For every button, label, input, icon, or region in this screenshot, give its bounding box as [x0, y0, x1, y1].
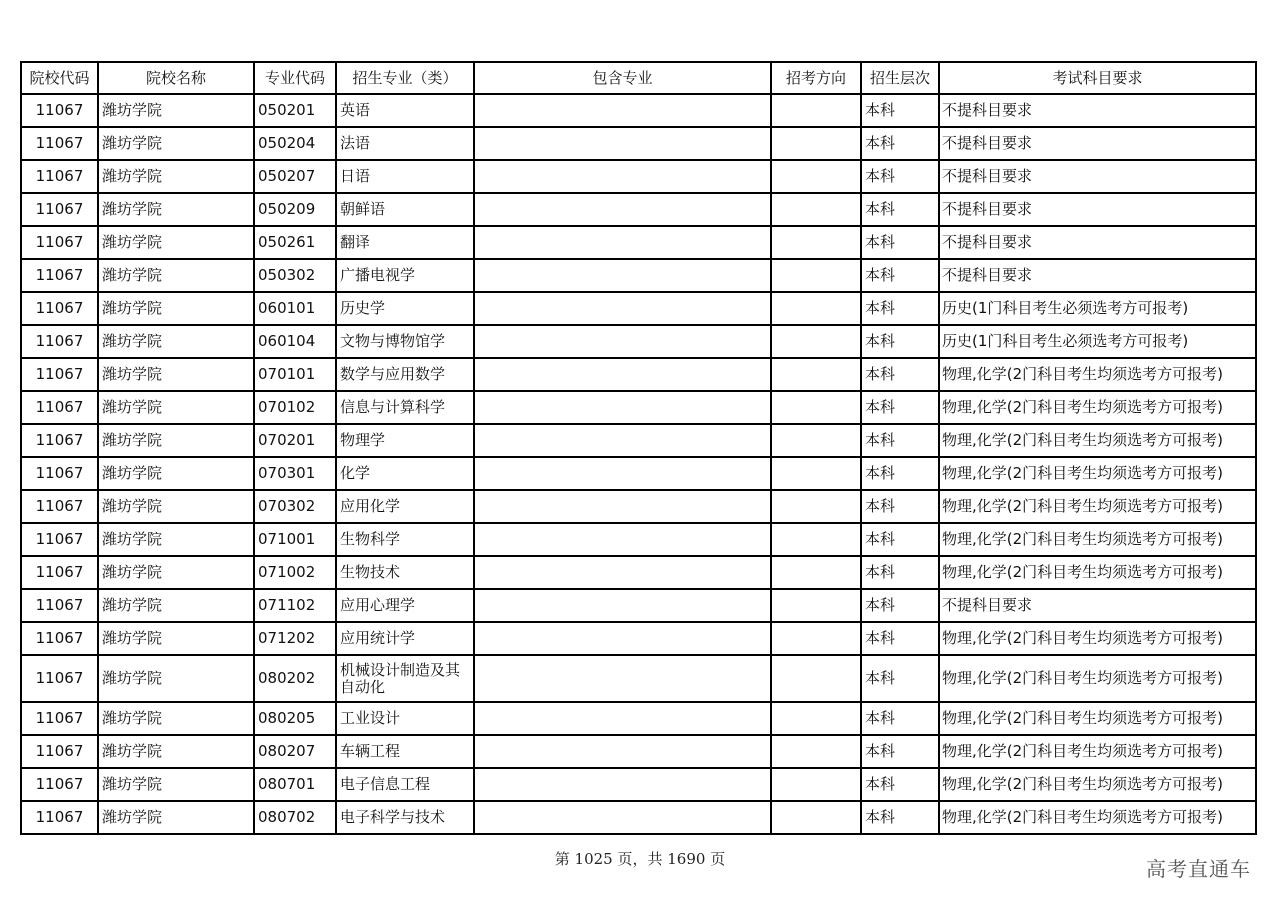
cell-level: 本科	[861, 655, 939, 702]
cell-major-code: 060104	[254, 325, 336, 358]
cell-level: 本科	[861, 94, 939, 127]
cell-major: 应用化学	[336, 490, 474, 523]
cell-contains	[474, 292, 771, 325]
cell-major: 电子信息工程	[336, 768, 474, 801]
cell-school-name: 潍坊学院	[98, 391, 254, 424]
cell-requirement: 历史(1门科目考生必须选考方可报考)	[939, 325, 1256, 358]
cell-major: 朝鲜语	[336, 193, 474, 226]
table-header-row	[21, 62, 1256, 94]
cell-requirement: 不提科目要求	[939, 226, 1256, 259]
cell-direction	[771, 523, 861, 556]
cell-direction	[771, 193, 861, 226]
cell-school-code: 11067	[21, 127, 98, 160]
cell-requirement: 不提科目要求	[939, 589, 1256, 622]
cell-requirement: 物理,化学(2门科目考生均须选考方可报考)	[939, 424, 1256, 457]
cell-school-name: 潍坊学院	[98, 358, 254, 391]
cell-contains	[474, 94, 771, 127]
cell-school-code: 11067	[21, 391, 98, 424]
header-contains: 包含专业	[474, 62, 771, 94]
cell-contains	[474, 801, 771, 834]
cell-requirement: 物理,化学(2门科目考生均须选考方可报考)	[939, 622, 1256, 655]
cell-requirement: 不提科目要求	[939, 193, 1256, 226]
cell-direction	[771, 424, 861, 457]
table-row	[21, 127, 1256, 160]
cell-major: 法语	[336, 127, 474, 160]
cell-requirement: 物理,化学(2门科目考生均须选考方可报考)	[939, 490, 1256, 523]
cell-school-code: 11067	[21, 523, 98, 556]
cell-school-name: 潍坊学院	[98, 94, 254, 127]
table-row	[21, 655, 1256, 702]
cell-school-name: 潍坊学院	[98, 655, 254, 702]
cell-major-code: 080205	[254, 702, 336, 735]
cell-contains	[474, 556, 771, 589]
cell-major-code: 071102	[254, 589, 336, 622]
cell-major-code: 050201	[254, 94, 336, 127]
cell-direction	[771, 391, 861, 424]
cell-contains	[474, 358, 771, 391]
cell-major-code: 050261	[254, 226, 336, 259]
cell-school-name: 潍坊学院	[98, 622, 254, 655]
cell-direction	[771, 768, 861, 801]
cell-school-code: 11067	[21, 193, 98, 226]
cell-major-code: 050209	[254, 193, 336, 226]
cell-major: 车辆工程	[336, 735, 474, 768]
cell-major-code: 080207	[254, 735, 336, 768]
cell-level: 本科	[861, 127, 939, 160]
cell-contains	[474, 622, 771, 655]
table-body	[21, 94, 1256, 834]
cell-contains	[474, 424, 771, 457]
admissions-table	[20, 61, 1257, 835]
cell-contains	[474, 523, 771, 556]
cell-school-code: 11067	[21, 94, 98, 127]
cell-contains	[474, 193, 771, 226]
cell-level: 本科	[861, 768, 939, 801]
cell-school-name: 潍坊学院	[98, 768, 254, 801]
cell-major-code: 080701	[254, 768, 336, 801]
cell-contains	[474, 325, 771, 358]
cell-major: 日语	[336, 160, 474, 193]
cell-school-name: 潍坊学院	[98, 457, 254, 490]
cell-requirement: 物理,化学(2门科目考生均须选考方可报考)	[939, 801, 1256, 834]
cell-level: 本科	[861, 589, 939, 622]
cell-direction	[771, 655, 861, 702]
cell-major-code: 071001	[254, 523, 336, 556]
cell-contains	[474, 160, 771, 193]
table-row	[21, 556, 1256, 589]
cell-level: 本科	[861, 325, 939, 358]
cell-level: 本科	[861, 226, 939, 259]
cell-school-code: 11067	[21, 556, 98, 589]
cell-level: 本科	[861, 523, 939, 556]
header-requirement: 考试科目要求	[939, 62, 1256, 94]
cell-contains	[474, 735, 771, 768]
table-row	[21, 358, 1256, 391]
cell-school-code: 11067	[21, 457, 98, 490]
cell-major-code: 070102	[254, 391, 336, 424]
cell-level: 本科	[861, 424, 939, 457]
cell-level: 本科	[861, 193, 939, 226]
cell-major: 广播电视学	[336, 259, 474, 292]
cell-major: 数学与应用数学	[336, 358, 474, 391]
cell-major: 历史学	[336, 292, 474, 325]
cell-major: 应用心理学	[336, 589, 474, 622]
cell-contains	[474, 490, 771, 523]
header-school-code: 院校代码	[21, 62, 98, 94]
watermark-text: 高考直通车	[1146, 857, 1251, 881]
cell-level: 本科	[861, 391, 939, 424]
cell-level: 本科	[861, 735, 939, 768]
table-row	[21, 226, 1256, 259]
cell-major: 信息与计算科学	[336, 391, 474, 424]
cell-school-code: 11067	[21, 655, 98, 702]
cell-school-code: 11067	[21, 292, 98, 325]
cell-direction	[771, 259, 861, 292]
cell-school-code: 11067	[21, 490, 98, 523]
table-row	[21, 490, 1256, 523]
table-row	[21, 801, 1256, 834]
cell-requirement: 物理,化学(2门科目考生均须选考方可报考)	[939, 768, 1256, 801]
cell-major: 生物科学	[336, 523, 474, 556]
cell-major: 工业设计	[336, 702, 474, 735]
table-row	[21, 193, 1256, 226]
cell-level: 本科	[861, 622, 939, 655]
cell-direction	[771, 94, 861, 127]
table-row	[21, 424, 1256, 457]
cell-contains	[474, 259, 771, 292]
cell-requirement: 物理,化学(2门科目考生均须选考方可报考)	[939, 358, 1256, 391]
cell-major-code: 080202	[254, 655, 336, 702]
cell-direction	[771, 589, 861, 622]
cell-school-name: 潍坊学院	[98, 160, 254, 193]
page-number: 第 1025 页，共 1690 页	[554, 850, 726, 868]
cell-major-code: 070301	[254, 457, 336, 490]
table-row	[21, 768, 1256, 801]
cell-major: 电子科学与技术	[336, 801, 474, 834]
cell-requirement: 物理,化学(2门科目考生均须选考方可报考)	[939, 523, 1256, 556]
table-row	[21, 292, 1256, 325]
cell-direction	[771, 457, 861, 490]
cell-contains	[474, 702, 771, 735]
cell-major-code: 050204	[254, 127, 336, 160]
cell-school-name: 潍坊学院	[98, 193, 254, 226]
cell-school-code: 11067	[21, 226, 98, 259]
header-level: 招生层次	[861, 62, 939, 94]
cell-contains	[474, 127, 771, 160]
cell-major: 应用统计学	[336, 622, 474, 655]
cell-school-code: 11067	[21, 358, 98, 391]
cell-level: 本科	[861, 490, 939, 523]
cell-school-code: 11067	[21, 801, 98, 834]
cell-school-code: 11067	[21, 160, 98, 193]
table-row	[21, 457, 1256, 490]
cell-requirement: 物理,化学(2门科目考生均须选考方可报考)	[939, 735, 1256, 768]
header-major-code: 专业代码	[254, 62, 336, 94]
cell-major-code: 070201	[254, 424, 336, 457]
cell-school-name: 潍坊学院	[98, 490, 254, 523]
cell-school-name: 潍坊学院	[98, 424, 254, 457]
cell-contains	[474, 655, 771, 702]
header-direction: 招考方向	[771, 62, 861, 94]
cell-major: 英语	[336, 94, 474, 127]
cell-school-code: 11067	[21, 735, 98, 768]
cell-direction	[771, 622, 861, 655]
cell-level: 本科	[861, 457, 939, 490]
cell-contains	[474, 226, 771, 259]
cell-level: 本科	[861, 556, 939, 589]
cell-direction	[771, 292, 861, 325]
cell-school-name: 潍坊学院	[98, 127, 254, 160]
cell-major: 物理学	[336, 424, 474, 457]
table-row	[21, 523, 1256, 556]
cell-direction	[771, 702, 861, 735]
cell-school-code: 11067	[21, 424, 98, 457]
table-row	[21, 735, 1256, 768]
table-row	[21, 589, 1256, 622]
cell-school-code: 11067	[21, 702, 98, 735]
cell-school-name: 潍坊学院	[98, 556, 254, 589]
cell-major: 机械设计制造及其自动化	[336, 655, 474, 702]
cell-school-name: 潍坊学院	[98, 292, 254, 325]
cell-requirement: 不提科目要求	[939, 94, 1256, 127]
cell-requirement: 不提科目要求	[939, 259, 1256, 292]
header-school-name: 院校名称	[98, 62, 254, 94]
cell-school-name: 潍坊学院	[98, 735, 254, 768]
cell-requirement: 物理,化学(2门科目考生均须选考方可报考)	[939, 556, 1256, 589]
cell-school-name: 潍坊学院	[98, 226, 254, 259]
cell-direction	[771, 556, 861, 589]
cell-requirement: 历史(1门科目考生必须选考方可报考)	[939, 292, 1256, 325]
cell-direction	[771, 127, 861, 160]
cell-direction	[771, 226, 861, 259]
cell-school-name: 潍坊学院	[98, 801, 254, 834]
cell-direction	[771, 801, 861, 834]
cell-school-name: 潍坊学院	[98, 702, 254, 735]
cell-direction	[771, 490, 861, 523]
cell-requirement: 物理,化学(2门科目考生均须选考方可报考)	[939, 391, 1256, 424]
table-row	[21, 702, 1256, 735]
cell-level: 本科	[861, 292, 939, 325]
cell-major: 文物与博物馆学	[336, 325, 474, 358]
cell-contains	[474, 457, 771, 490]
header-major: 招生专业（类）	[336, 62, 474, 94]
cell-level: 本科	[861, 259, 939, 292]
cell-contains	[474, 768, 771, 801]
cell-major-code: 071002	[254, 556, 336, 589]
cell-level: 本科	[861, 801, 939, 834]
cell-major-code: 060101	[254, 292, 336, 325]
cell-level: 本科	[861, 702, 939, 735]
cell-level: 本科	[861, 358, 939, 391]
cell-school-name: 潍坊学院	[98, 589, 254, 622]
cell-contains	[474, 589, 771, 622]
cell-level: 本科	[861, 160, 939, 193]
cell-school-name: 潍坊学院	[98, 325, 254, 358]
cell-requirement: 不提科目要求	[939, 160, 1256, 193]
cell-major: 生物技术	[336, 556, 474, 589]
cell-school-code: 11067	[21, 325, 98, 358]
cell-major-code: 080702	[254, 801, 336, 834]
cell-major: 化学	[336, 457, 474, 490]
table-row	[21, 391, 1256, 424]
cell-requirement: 不提科目要求	[939, 127, 1256, 160]
table-row	[21, 94, 1256, 127]
cell-direction	[771, 325, 861, 358]
cell-major-code: 050207	[254, 160, 336, 193]
cell-major-code: 070302	[254, 490, 336, 523]
cell-contains	[474, 391, 771, 424]
cell-school-code: 11067	[21, 259, 98, 292]
table-row	[21, 160, 1256, 193]
cell-direction	[771, 358, 861, 391]
cell-school-code: 11067	[21, 768, 98, 801]
cell-requirement: 物理,化学(2门科目考生均须选考方可报考)	[939, 655, 1256, 702]
table-row	[21, 622, 1256, 655]
cell-major-code: 050302	[254, 259, 336, 292]
cell-school-code: 11067	[21, 622, 98, 655]
cell-major-code: 071202	[254, 622, 336, 655]
cell-school-name: 潍坊学院	[98, 259, 254, 292]
cell-school-name: 潍坊学院	[98, 523, 254, 556]
cell-direction	[771, 160, 861, 193]
cell-requirement: 物理,化学(2门科目考生均须选考方可报考)	[939, 457, 1256, 490]
cell-major: 翻译	[336, 226, 474, 259]
table-row	[21, 259, 1256, 292]
cell-requirement: 物理,化学(2门科目考生均须选考方可报考)	[939, 702, 1256, 735]
table-row	[21, 325, 1256, 358]
cell-school-code: 11067	[21, 589, 98, 622]
cell-major-code: 070101	[254, 358, 336, 391]
cell-direction	[771, 735, 861, 768]
